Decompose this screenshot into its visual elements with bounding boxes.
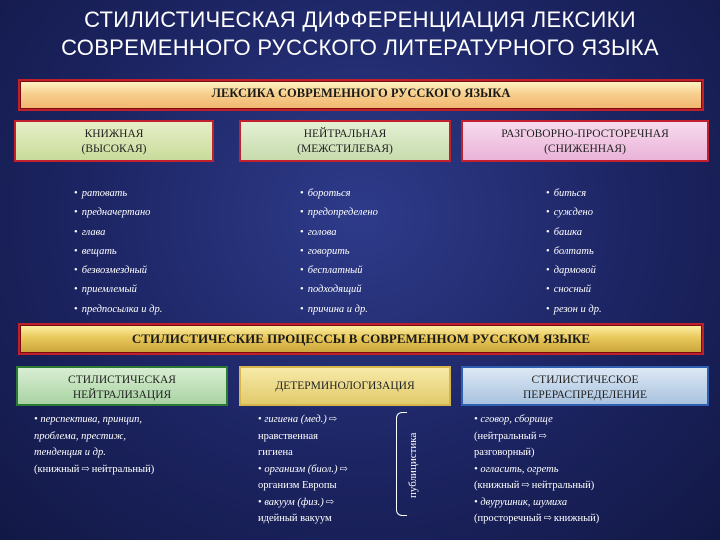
processes-banner: СТИЛИСТИЧЕСКИЕ ПРОЦЕССЫ В СОВРЕМЕННОМ РУССКОМ ЯЗЫКЕ [18,323,704,355]
title-line-1: СТИЛИСТИЧЕСКАЯ ДИФФЕРЕНЦИАЦИЯ ЛЕКСИКИ [84,7,636,32]
arrow-right-icon: ⇨ [81,463,90,475]
process-determinologization-box [239,366,451,406]
determinologization-examples: • гигиена (мед.) ⇨ нравственная гигиена • организм (биол.) ⇨ организм Европы • вакуум (физ.) ⇨ идейный вакуум [258,414,348,524]
list-item: • бороться [300,188,351,199]
process-neutralization-box [16,366,228,406]
category-neutral-box [239,120,451,162]
publicistics-label: публицистика [407,432,419,498]
category-colloquial-box [461,120,709,162]
list-item: • говорить [300,245,350,257]
list-item: • болтать [546,245,594,257]
list-item: • безвозмездный [74,265,148,277]
arrow-right-icon: ⇨ [538,430,547,442]
list-item: • глава [74,226,106,238]
category-bookish-title: КНИЖНАЯ [84,128,144,140]
list-item: • приемлемый [74,284,137,296]
colloquial-word-list [546,184,602,319]
category-neutral-subtitle: (МЕЖСТИЛЕВАЯ) [297,143,393,155]
bookish-word-list [74,184,162,319]
list-item: • вещать [74,245,117,257]
category-colloquial-subtitle: (СНИЖЕННАЯ) [544,143,626,155]
process-redistribution-subtitle: ПЕРЕРАСПРЕДЕЛЕНИЕ [523,389,647,401]
list-item: • предопределено [300,207,378,219]
process-neutralization-title: СТИЛИСТИЧЕСКАЯ [68,374,176,386]
category-bookish-box [14,120,214,162]
title-line-2: СОВРЕМЕННОГО РУССКОГО ЛИТЕРАТУРНОГО ЯЗЫКА [61,35,659,60]
arrow-right-icon: ⇨ [521,480,530,491]
list-item: • ратовать [74,188,128,199]
process-neutralization-subtitle: НЕЙТРАЛИЗАЦИЯ [72,389,172,401]
category-bookish-subtitle: (ВЫСОКАЯ) [81,143,147,155]
list-item: • подходящий [300,284,362,296]
neutral-word-list [300,184,378,319]
list-item: • дармовой [546,265,596,277]
list-item: • бесплатный [300,265,363,277]
list-item: • башка [546,226,583,238]
list-item: • предпосылка и др. [74,303,163,315]
list-item: • резон и др. [546,303,602,315]
arrow-right-icon: ⇨ [543,513,552,524]
process-redistribution-box [461,366,709,406]
process-redistribution-title: СТИЛИСТИЧЕСКОЕ [531,374,639,386]
list-item: • предначертано [74,207,151,219]
arrow-right-icon: ⇨ [328,414,338,425]
list-item: • причина и др. [300,303,368,315]
list-item: • голова [300,226,337,238]
lexicon-banner: ЛЕКСИКА СОВРЕМЕННОГО РУССКОГО ЯЗЫКА [18,79,704,111]
category-colloquial-title: РАЗГОВОРНО-ПРОСТОРЕЧНАЯ [501,128,669,140]
list-item: • сносный [546,284,592,296]
process-determinologization-title: ДЕТЕРМИНОЛОГИЗАЦИЯ [275,380,415,392]
arrow-right-icon: ⇨ [339,463,348,475]
arrow-right-icon: ⇨ [325,496,335,508]
bracket-divider [396,412,407,516]
category-neutral-title: НЕЙТРАЛЬНАЯ [303,128,387,140]
list-item: • биться [546,188,587,199]
neutralization-examples: • перспектива, принцип, проблема, престиж, тенденция и др. (книжный ⇨ нейтральный) [34,412,154,478]
list-item: • суждено [546,207,594,219]
page-title [0,6,720,62]
redistribution-examples: • сговор, сборище (нейтральный ⇨ разговорный) • огласить, огреть (книжный ⇨ нейтральный) • двурушник, шумиха (просторечный ⇨ книжный) [474,412,599,528]
